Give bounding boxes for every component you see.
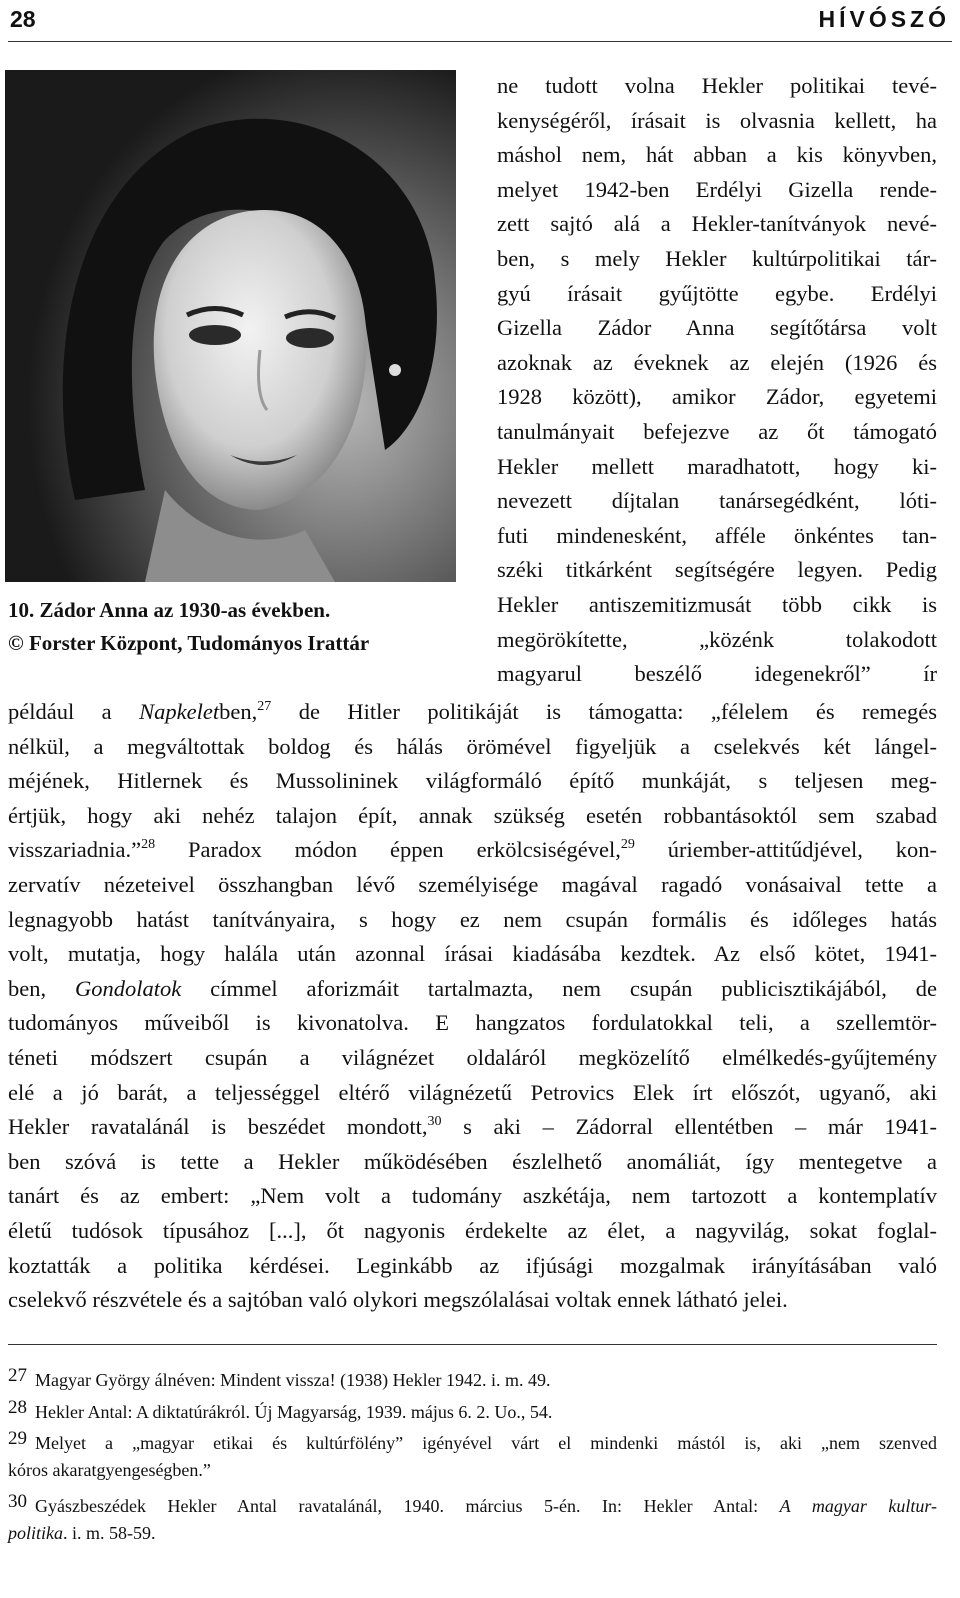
- footnote-ref-30: 30: [427, 1114, 442, 1130]
- text-line: azoknak az éveknek az elején (1926 és: [497, 349, 937, 375]
- text-run: ben,: [219, 699, 258, 724]
- text-line: kenységéről, írásait is olvasnia kellett, ha: [497, 107, 937, 133]
- footnote-29: [8, 1423, 937, 1455]
- text-run: Hekler ravatalánál is beszédet mondott,: [8, 1114, 428, 1140]
- footnotes: [8, 1360, 937, 1549]
- footnote-text: . i. m. 58-59.: [63, 1522, 156, 1543]
- text-run: visszariadnia.”: [8, 837, 142, 863]
- text-run: s aki – Zádorral ellentétben – már 1941-: [441, 1114, 937, 1140]
- footnote-text: Hekler Antal: A diktatúrákról. Új Magyarság, 1939. május 6. 2. Uo., 54.: [35, 1401, 553, 1422]
- text-line: ben, s mely Hekler kultúrpolitikai tár-: [497, 245, 937, 271]
- text-line: gyú írásait gyűjtötte egybe. Erdélyi: [497, 280, 937, 306]
- text-line: elé a jó barát, a teljességgel eltérő világnézetű Petrovics Elek írt előszót, ugyanő, aki: [8, 1079, 937, 1105]
- caption-credit: © Forster Központ, Tudományos Irattár: [8, 631, 370, 655]
- italic-title: politika: [8, 1522, 63, 1543]
- footnote-number: 28: [8, 1396, 27, 1418]
- full-width-text: [8, 695, 937, 1318]
- page-header: [8, 0, 952, 42]
- text-line: megörökítette, „közénk tolakodott: [497, 626, 937, 652]
- text-line: cselekvő részvétele és a sajtóban való olykori megszólalásai voltak ennek látható jelei.: [8, 1287, 788, 1313]
- text-line: méjének, Hitlernek és Mussolininek világformáló építő munkáját, s teljesen meg-: [8, 768, 937, 794]
- text-line: életű tudósok típusához [...], őt nagyonis érdekelte az élet, a nagyvilág, sokat foglal-: [8, 1217, 937, 1243]
- text-line: széki titkárként segítségére legyen. Pedig: [497, 557, 937, 583]
- text-line: zervatív nézeteivel összhangban lévő személyisége magával ragadó vonásaival tette a: [8, 871, 937, 897]
- text-run: például a: [8, 699, 140, 724]
- text-line: nélkül, a megváltottak boldog és hálás örömével figyeljük a cselekvés két lángel-: [8, 733, 937, 759]
- text-line: zett sajtó alá a Hekler-tanítványok nevé-: [497, 211, 937, 237]
- footnote-ref-29: 29: [620, 837, 635, 853]
- text-line: tudományos műveiből is kivonatolva. E hangzatos fordulatokkal teli, a szellemtör-: [8, 1010, 937, 1036]
- footnote-30-cont: [8, 1518, 937, 1550]
- text-line: legnagyobb hatást tanítványaira, s hogy ez nem csupán formális és időleges hatás: [8, 906, 937, 932]
- italic-title: Gondolatok: [75, 975, 182, 1001]
- text-line: koztatták a politika kérdései. Leginkább az ifjúsági mozgalmak irányításában való: [8, 1252, 937, 1278]
- text-run: címmel aforizmáit tartalmazta, nem csupán publicisztikájából, de: [181, 975, 937, 1001]
- text-line: értjük, hogy aki nehéz talajon épít, annak szükség esetén robbantásoktól sem szabad: [8, 802, 937, 828]
- footnote-30: [8, 1486, 937, 1518]
- footnote-rule: [8, 1344, 937, 1345]
- text-line: volt, mutatja, hogy halála után azonnal írásai kiadásába kezdtek. Az első kötet, 1941-: [8, 941, 937, 967]
- text-line: téneti módszert csupán a világnézet oldaláról megközelítő elmélkedés-gyűjtemény: [8, 1044, 937, 1070]
- header-rule: [8, 41, 952, 42]
- text-line: [8, 833, 937, 868]
- text-run: de Hitler politikáját is támogatta: „félelem és remegés: [271, 699, 937, 724]
- text-run: úriember-attitűdjével, kon-: [634, 837, 937, 863]
- figure-caption: [8, 594, 478, 660]
- footnote-number: 30: [8, 1491, 27, 1512]
- text-line: [8, 1110, 937, 1145]
- caption-title: 10. Zádor Anna az 1930-as években.: [8, 598, 331, 622]
- footnote-28: [8, 1392, 937, 1424]
- text-line: 1928 között), amikor Zádor, egyetemi: [497, 384, 937, 410]
- footnote-text: Gyászbeszédek Hekler Antal ravatalánál, 1940. március 5-én. In: Hekler Antal:: [35, 1496, 780, 1516]
- footnote-29-cont: kóros akaratgyengeségben.”: [8, 1459, 211, 1480]
- footnote-ref-28: 28: [141, 837, 156, 853]
- portrait-illustration: [5, 70, 456, 582]
- text-line: futi mindenesként, afféle önkéntes tan-: [497, 522, 937, 548]
- text-line: [8, 695, 937, 730]
- text-line: magyarul beszélő idegenekről” ír: [497, 661, 937, 687]
- text-line: nevezett díjtalan tanársegédként, lóti-: [497, 488, 937, 514]
- text-line: melyet 1942-ben Erdélyi Gizella rende-: [497, 176, 937, 202]
- text-line: [8, 972, 937, 1007]
- italic-title: A magyar kultur-: [779, 1496, 937, 1516]
- footnote-27: [8, 1360, 937, 1392]
- portrait-photo: [5, 70, 456, 582]
- text-line: ne tudott volna Hekler politikai tevé-: [497, 73, 937, 98]
- footnote-number: 27: [8, 1365, 27, 1386]
- footnote-text: Magyar György álnéven: Mindent vissza! (1938) Hekler 1942. i. m. 49.: [35, 1370, 551, 1390]
- journal-title: HÍVÓSZÓ: [818, 6, 950, 32]
- text-line: máshol nem, hát abban a kis könyvben,: [497, 142, 937, 168]
- text-line: Hekler mellett maradhatott, hogy ki-: [497, 453, 937, 479]
- text-line: tanárt és az embert: „Nem volt a tudomány aszkétája, nem tartozott a kontemplatív: [8, 1183, 937, 1209]
- text-run: ben,: [8, 975, 75, 1001]
- footnote-ref-27: 27: [257, 699, 272, 714]
- text-line: ben szóvá is tette a Hekler működésében észlelhető anomáliát, így mentegetve a: [8, 1148, 937, 1174]
- text-line: tanulmányait befejezve az őt támogató: [497, 418, 937, 444]
- text-run: Paradox módon éppen erkölcsiségével,: [155, 837, 621, 863]
- right-column-text: [497, 69, 937, 692]
- text-line: Gizella Zádor Anna segítőtársa volt: [497, 315, 937, 341]
- page-number: 28: [10, 6, 36, 32]
- italic-title: Napkelet: [139, 699, 220, 724]
- footnote-number: 29: [8, 1428, 27, 1449]
- text-line: Hekler antiszemitizmusát több cikk is: [497, 591, 937, 617]
- footnote-text: Melyet a „magyar etikai és kultúrfölény” igényével várt el mindenki mástól is, aki „nem szenved: [35, 1433, 937, 1453]
